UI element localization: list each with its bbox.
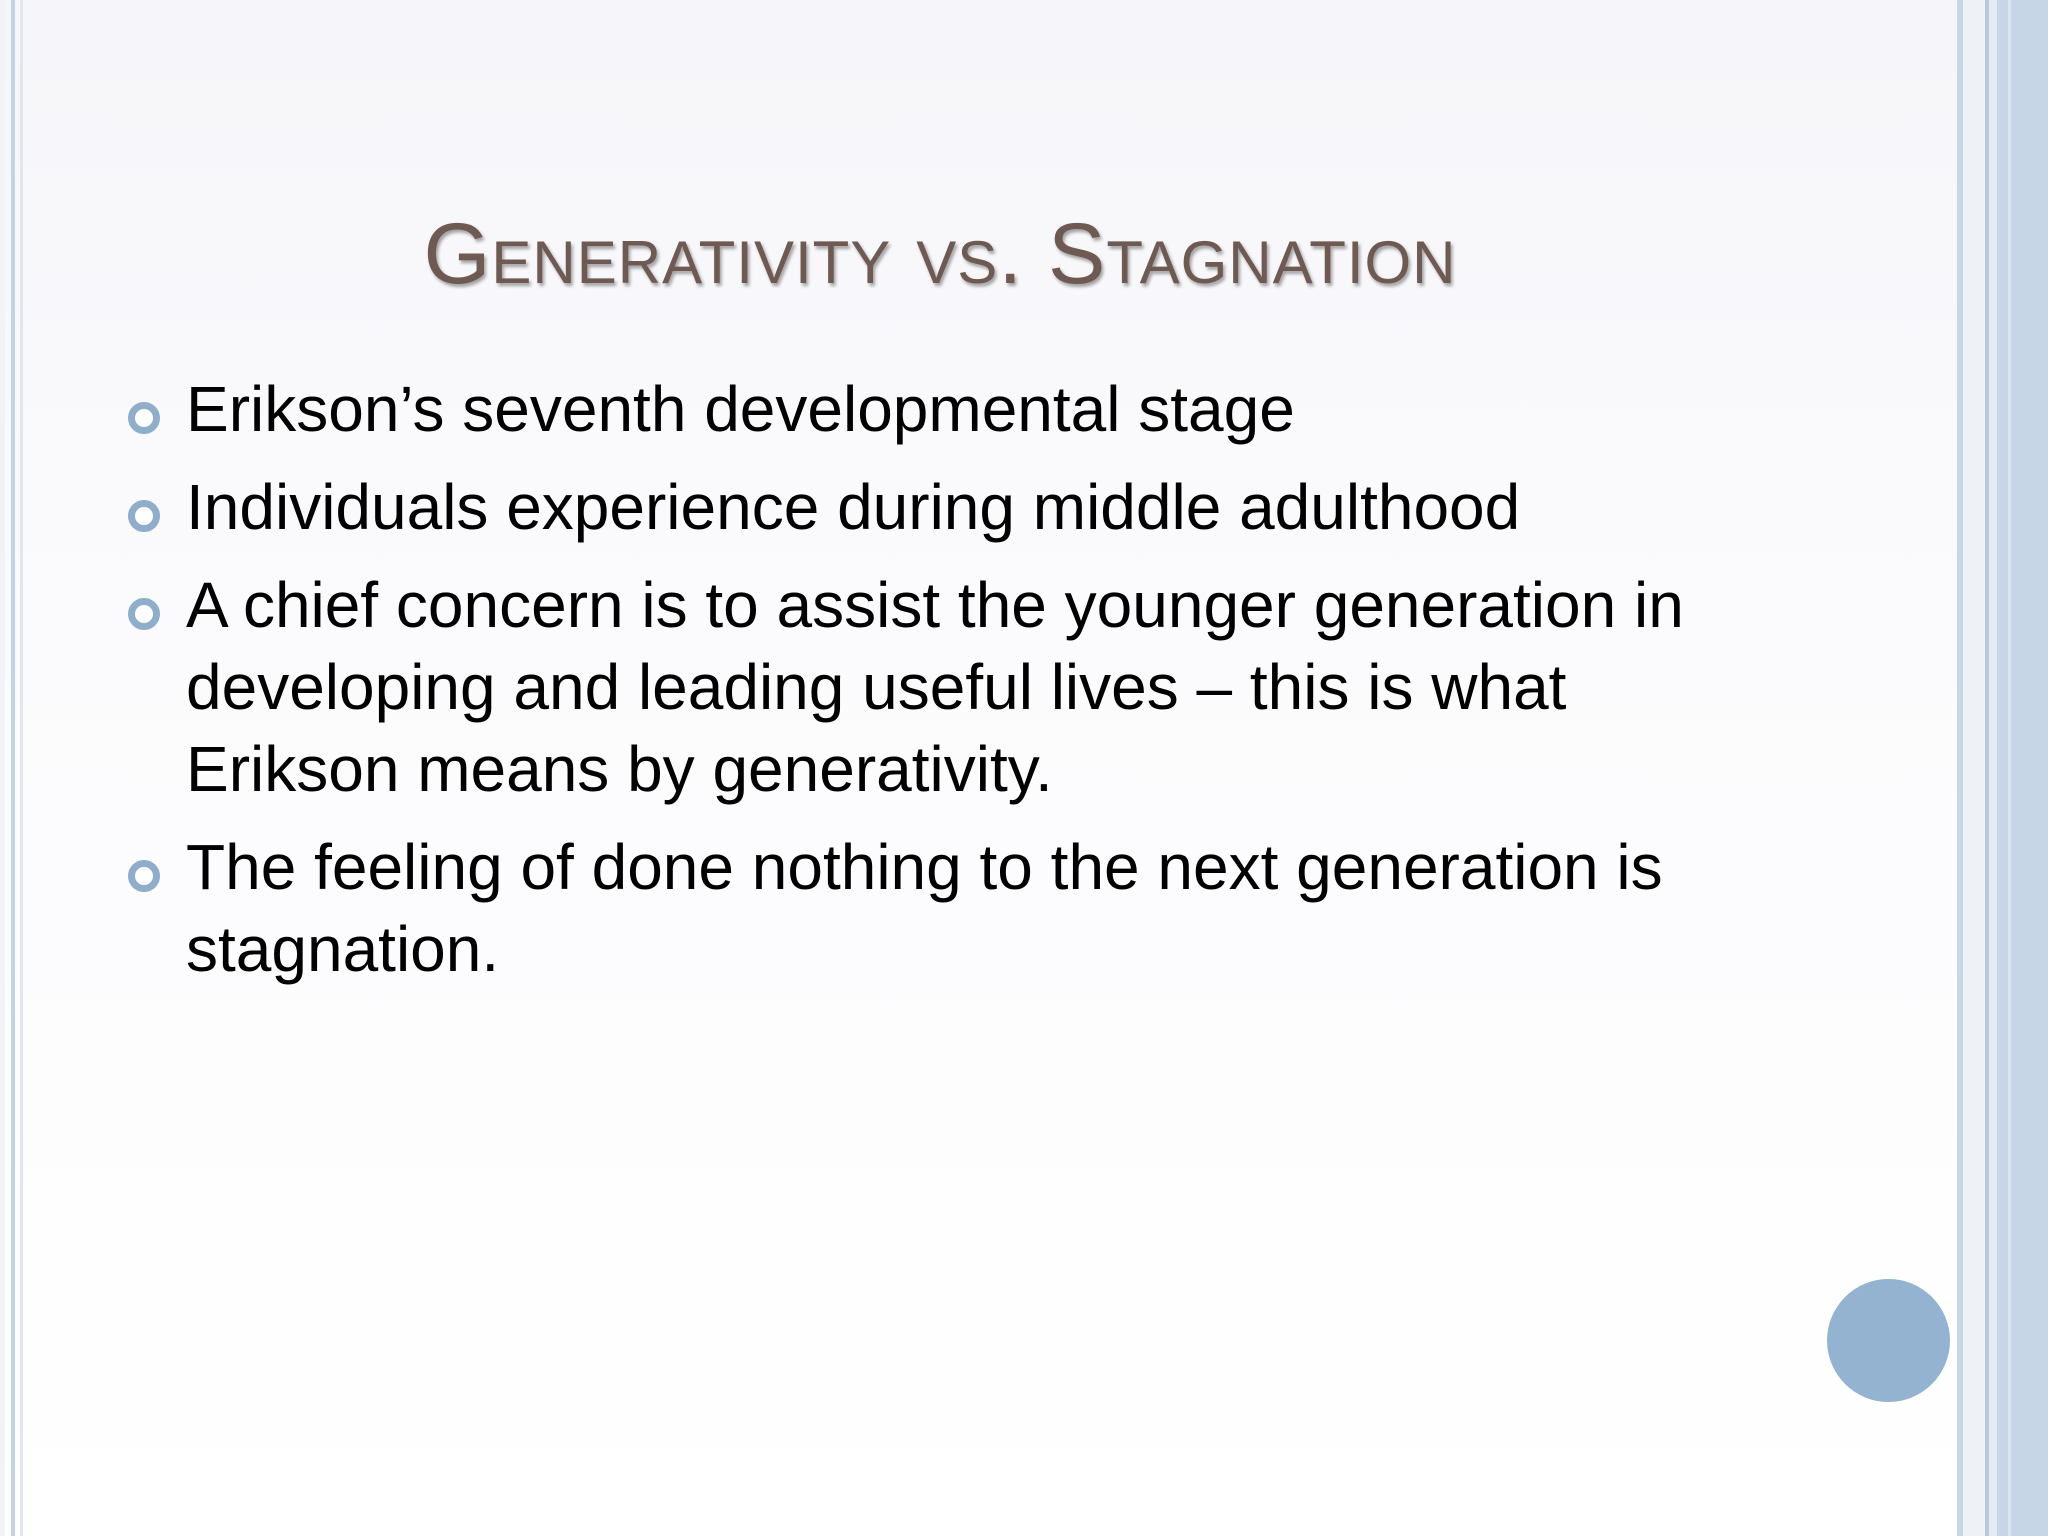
slide-title: Generativity vs. Stagnation bbox=[423, 206, 1457, 302]
hollow-circle-bullet-icon bbox=[128, 860, 160, 892]
bullet-text: Individuals experience during middle adulthood bbox=[186, 471, 1521, 543]
bullet-item bbox=[128, 564, 1778, 810]
bullet-text: Erikson’s seventh developmental stage bbox=[186, 373, 1295, 445]
bullet-item bbox=[128, 466, 1778, 548]
hollow-circle-bullet-icon bbox=[128, 500, 160, 532]
right-border-gap-2 bbox=[1989, 0, 1997, 1536]
bullet-text: A chief concern is to assist the younger generation in developing and leading useful lives – this is what Erikson means by generativity. bbox=[186, 569, 1684, 805]
hollow-circle-bullet-icon bbox=[128, 598, 160, 630]
bullet-item bbox=[128, 368, 1778, 450]
right-border-highlight bbox=[2008, 0, 2011, 1536]
filled-circle-icon bbox=[1827, 1279, 1950, 1402]
bullet-list bbox=[128, 368, 1778, 1006]
hollow-circle-bullet-icon bbox=[128, 402, 160, 434]
bullet-item bbox=[128, 826, 1778, 990]
right-border-gap bbox=[1963, 0, 1985, 1536]
bullet-text: The feeling of done nothing to the next generation is stagnation. bbox=[186, 831, 1663, 985]
right-border-band bbox=[1997, 0, 2048, 1536]
